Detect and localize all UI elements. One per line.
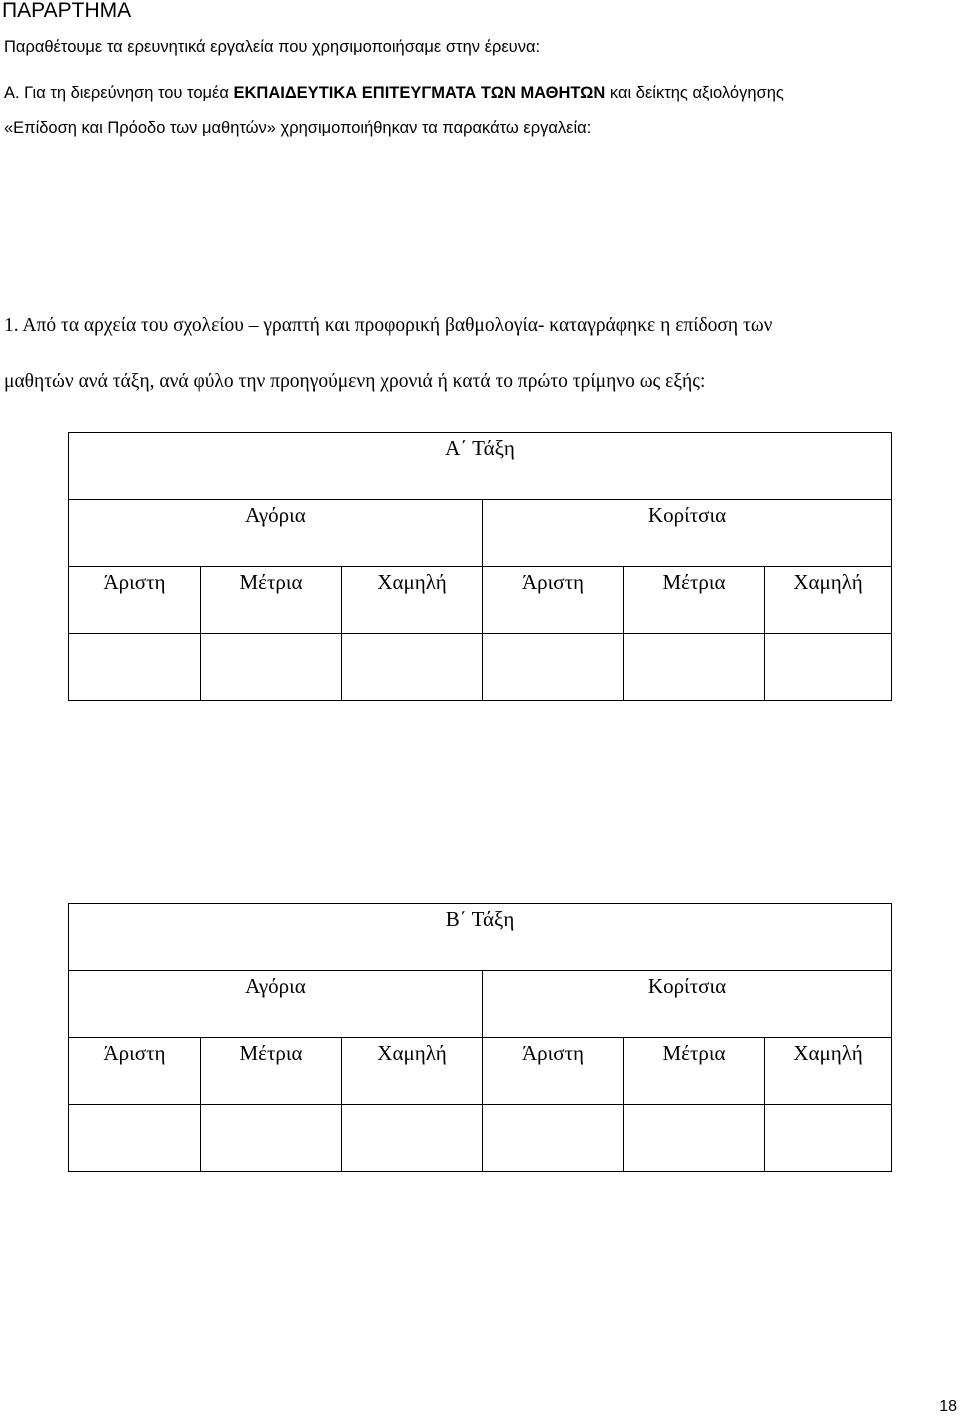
empty-entry-cell[interactable]	[483, 1105, 624, 1172]
section-a-subtitle: «Επίδοση και Πρόοδο των μαθητών» χρησιμοποιήθηκαν τα παρακάτω εργαλεία:	[4, 119, 592, 137]
section-a-suffix: και δείκτης αξιολόγησης	[605, 84, 784, 102]
group-header-girls: Κορίτσια	[483, 500, 892, 567]
group-header-boys: Αγόρια	[69, 971, 483, 1038]
empty-entry-cell[interactable]	[201, 1105, 342, 1172]
empty-entry-cell[interactable]	[342, 1105, 483, 1172]
level-header: Άριστη	[69, 567, 201, 634]
level-header: Χαμηλή	[765, 1038, 892, 1105]
level-header: Άριστη	[483, 1038, 624, 1105]
grade-table-a	[68, 432, 892, 701]
section-a-prefix: Α. Για τη διερεύνηση του τομέα	[4, 84, 234, 102]
level-header: Χαμηλή	[342, 1038, 483, 1105]
grade-table-b	[68, 903, 892, 1172]
empty-entry-cell[interactable]	[765, 634, 892, 701]
page-number: 18	[939, 1398, 957, 1415]
empty-entry-cell[interactable]	[201, 634, 342, 701]
group-header-boys: Αγόρια	[69, 500, 483, 567]
section-a-title	[4, 82, 784, 104]
empty-entry-cell[interactable]	[69, 634, 201, 701]
empty-entry-cell[interactable]	[624, 1105, 765, 1172]
level-header: Μέτρια	[624, 567, 765, 634]
empty-entry-cell[interactable]	[342, 634, 483, 701]
level-header: Χαμηλή	[342, 567, 483, 634]
page-heading: ΠΑΡΑΡΤΗΜΑ	[2, 0, 132, 22]
table-title: Β΄ Τάξη	[69, 904, 892, 971]
level-header: Μέτρια	[201, 1038, 342, 1105]
empty-entry-cell[interactable]	[483, 634, 624, 701]
section-a-bold-label: ΕΚΠΑΙΔΕΥΤΙΚΑ ΕΠΙΤΕΥΓΜΑΤΑ ΤΩΝ ΜΑΘΗΤΩΝ	[233, 84, 606, 102]
item-1-text-continued: μαθητών ανά τάξη, ανά φύλο την προηγούμενη χρονιά ή κατά το πρώτο τρίμηνο ως εξής:	[4, 371, 706, 392]
level-header: Χαμηλή	[765, 567, 892, 634]
level-header: Άριστη	[483, 567, 624, 634]
level-header: Μέτρια	[201, 567, 342, 634]
empty-entry-cell[interactable]	[765, 1105, 892, 1172]
empty-entry-cell[interactable]	[624, 634, 765, 701]
level-header: Άριστη	[69, 1038, 201, 1105]
level-header: Μέτρια	[624, 1038, 765, 1105]
intro-text: Παραθέτουμε τα ερευνητικά εργαλεία που χρησιμοποιήσαμε στην έρευνα:	[4, 38, 541, 56]
group-header-girls: Κορίτσια	[483, 971, 892, 1038]
item-1-text: 1. Από τα αρχεία του σχολείου – γραπτή και προφορική βαθμολογία- καταγράφηκε η επίδοση των	[4, 315, 773, 336]
empty-entry-cell[interactable]	[69, 1105, 201, 1172]
table-title: Α΄ Τάξη	[69, 433, 892, 500]
